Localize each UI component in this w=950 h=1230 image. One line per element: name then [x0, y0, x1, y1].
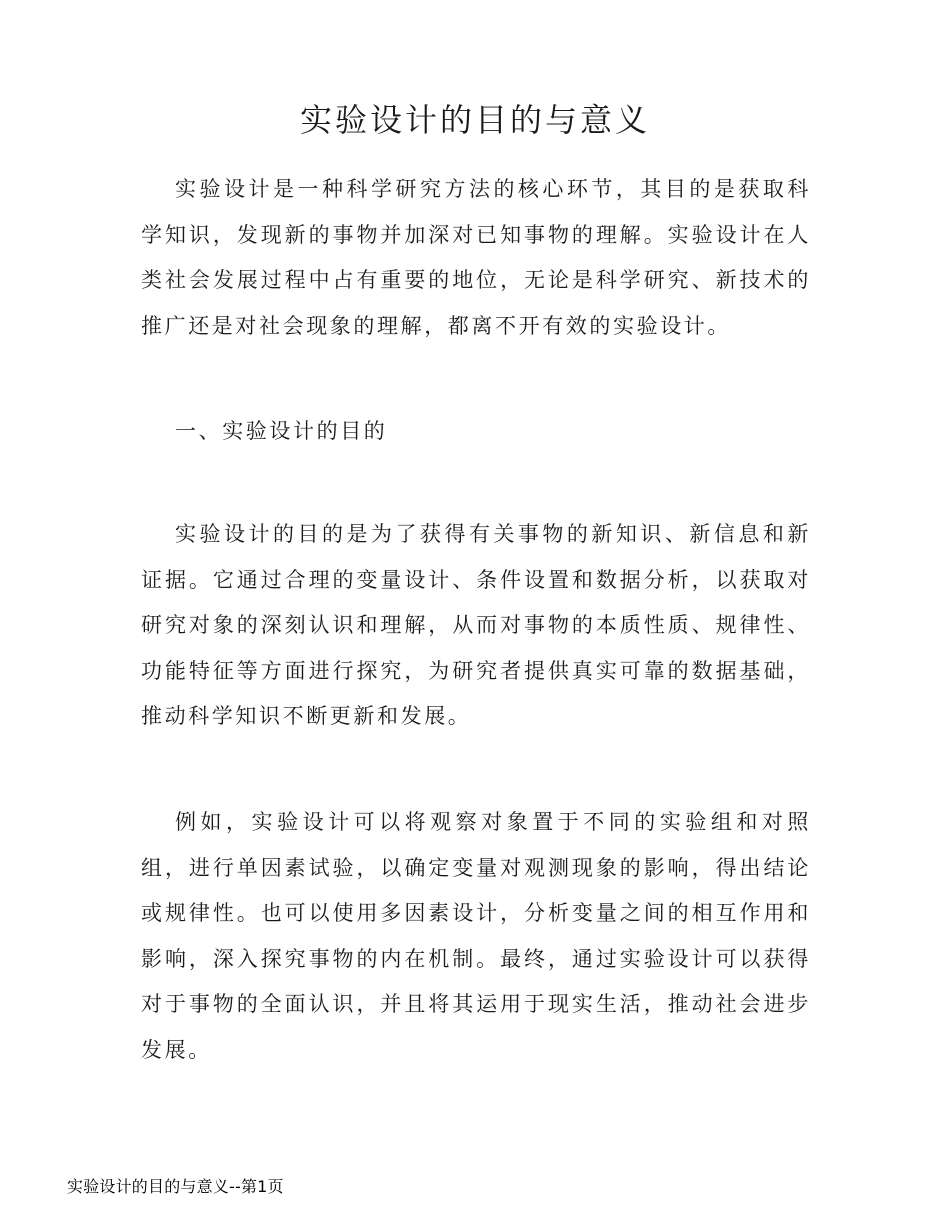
- example-paragraph: 例如，实验设计可以将观察对象置于不同的实验组和对照组，进行单因素试验，以确定变量对观测现象的影响，得出结论或规律性。也可以使用多因素设计，分析变量之间的相互作用和影响，深入探究事物的内在机制。最终，通过实验设计可以获得对于事物的全面认识，并且将其运用于现实生活，推动社会进步发展。: [141, 810, 811, 1062]
- section-heading: 一、实验设计的目的: [175, 419, 388, 443]
- intro-paragraph: 实验设计是一种科学研究方法的核心环节，其目的是获取科学知识，发现新的事物并加深对已知事物的理解。实验设计在人类社会发展过程中占有重要的地位，无论是科学研究、新技术的推广还是对社会现象的理解，都离不开有效的实验设计。: [141, 177, 811, 338]
- document-title: 实验设计的目的与意义: [299, 101, 650, 139]
- page-footer: 实验设计的目的与意义--第1页: [67, 1177, 284, 1196]
- purpose-paragraph: 实验设计的目的是为了获得有关事物的新知识、新信息和新证据。它通过合理的变量设计、条件设置和数据分析，以获取对研究对象的深刻认识和理解，从而对事物的本质性质、规律性、功能特征等方面进行探究，为研究者提供真实可靠的数据基础，推动科学知识不断更新和发展。: [141, 522, 811, 728]
